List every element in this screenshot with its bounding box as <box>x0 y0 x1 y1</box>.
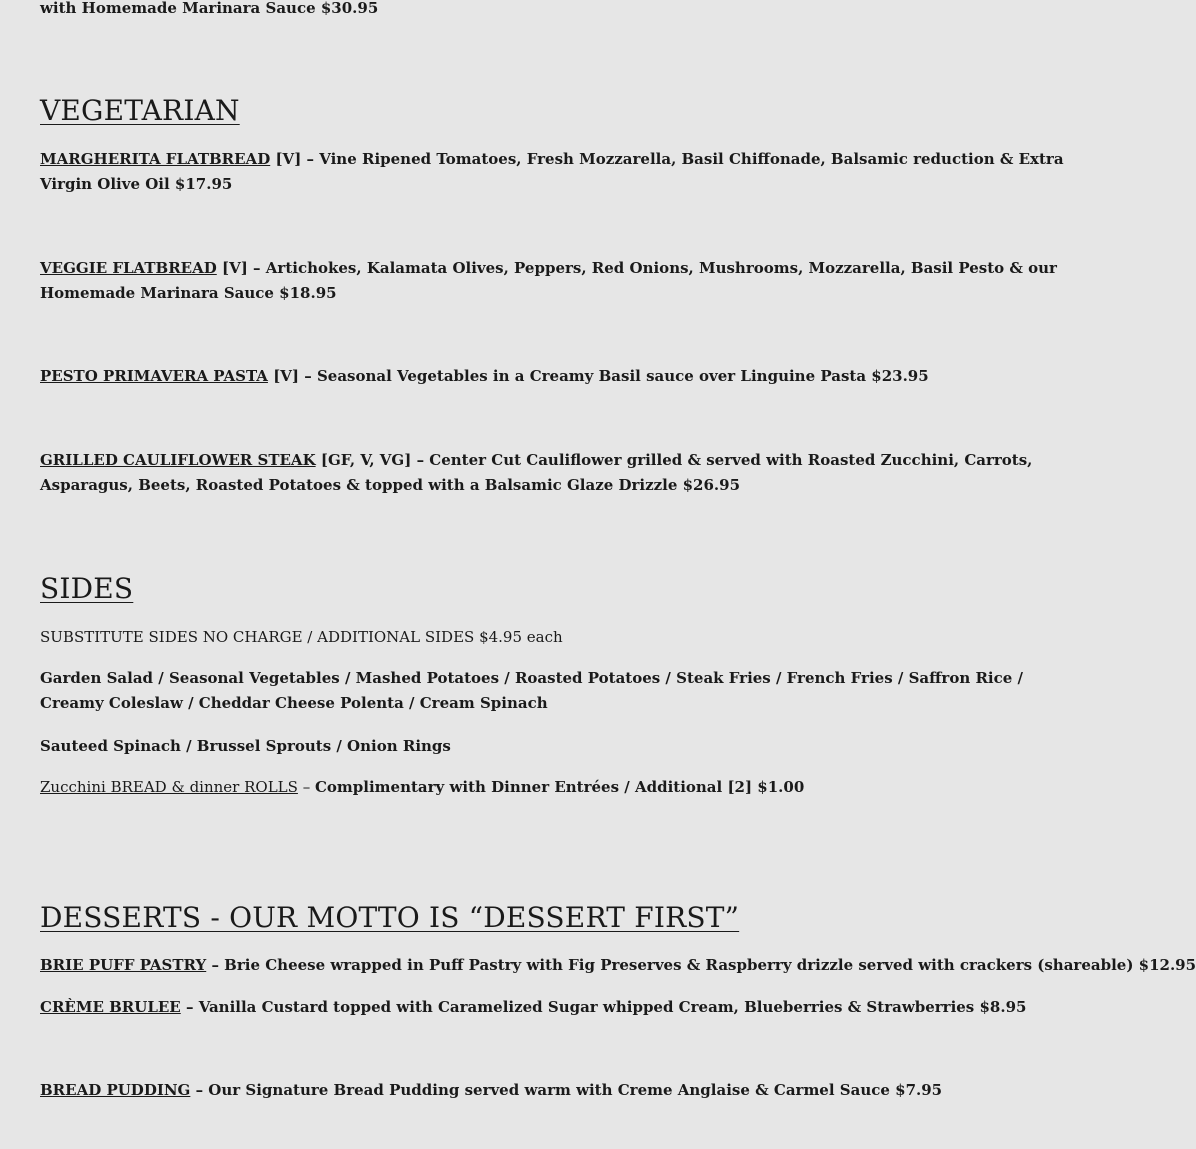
item-name-link[interactable]: GRILLED CAULIFLOWER STEAK <box>40 451 316 469</box>
item-name-link[interactable]: VEGGIE FLATBREAD <box>40 259 217 277</box>
menu-item <box>40 364 1065 389</box>
sides-note: SUBSTITUTE SIDES NO CHARGE / ADDITIONAL SIDES $4.95 each <box>40 628 563 646</box>
menu-item <box>40 1078 1065 1103</box>
sides-list-extra: Sauteed Spinach / Brussel Sprouts / Onion Rings <box>40 737 451 755</box>
sides-list: Garden Salad / Seasonal Vegetables / Mashed Potatoes / Roasted Potatoes / Steak Fries / French Fries / Saffron Rice / Creamy Coleslaw / Cheddar Cheese Polenta / Cream Spinach <box>40 669 1024 712</box>
item-name-link[interactable]: BRIE PUFF PASTRY <box>40 956 207 974</box>
item-name-link[interactable]: BREAD PUDDING <box>40 1081 191 1099</box>
bread-rolls-line <box>40 775 1065 800</box>
separator-dash: – <box>297 778 315 796</box>
item-description: – Our Signature Bread Pudding served warm with Creme Anglaise & Carmel Sauce $7.95 <box>190 1081 943 1099</box>
section-heading-desserts: DESSERTS - OUR MOTTO IS “DESSERT FIRST” <box>40 901 740 934</box>
menu-item <box>40 953 1196 978</box>
item-name-link[interactable]: MARGHERITA FLATBREAD <box>40 150 271 168</box>
item-description: [V] – Artichokes, Kalamata Olives, Peppers, Red Onions, Mushrooms, Mozzarella, Basil Pesto & our Homemade Marinara Sauce $18.95 <box>40 259 1057 302</box>
menu-item <box>40 995 1065 1020</box>
section-heading-vegetarian: VEGETARIAN <box>40 94 240 127</box>
item-description: [V] – Seasonal Vegetables in a Creamy Basil sauce over Linguine Pasta $23.95 <box>273 367 929 385</box>
item-name-link[interactable]: PESTO PRIMAVERA PASTA <box>40 367 268 385</box>
menu-item <box>40 448 1065 498</box>
item-name-link[interactable]: CRÈME BRULEE <box>40 998 181 1016</box>
item-description: – Vanilla Custard topped with Caramelized Sugar whipped Cream, Blueberries & Strawberries $8.95 <box>180 998 1027 1016</box>
section-heading-sides: SIDES <box>40 572 134 605</box>
bread-rolls-link[interactable]: Zucchini BREAD & dinner ROLLS <box>40 778 298 796</box>
item-description: – Brie Cheese wrapped in Puff Pastry with Fig Preserves & Raspberry drizzle served with crackers (shareable) $12.95 <box>206 956 1196 974</box>
previous-item-fragment: with Homemade Marinara Sauce $30.95 <box>40 0 379 17</box>
menu-item <box>40 147 1065 197</box>
item-description: [GF, V, VG] – Center Cut Cauliflower grilled & served with Roasted Zucchini, Carrots, Asparagus, Beets, Roasted Potatoes & topped with a Balsamic Glaze Drizzle $26.95 <box>40 451 1033 494</box>
menu-item <box>40 256 1065 306</box>
bread-rolls-description: Complimentary with Dinner Entrées / Additional [2] $1.00 <box>314 778 805 796</box>
item-description: [V] – Vine Ripened Tomatoes, Fresh Mozzarella, Basil Chiffonade, Balsamic reduction & Extra Virgin Olive Oil $17.95 <box>40 150 1064 193</box>
